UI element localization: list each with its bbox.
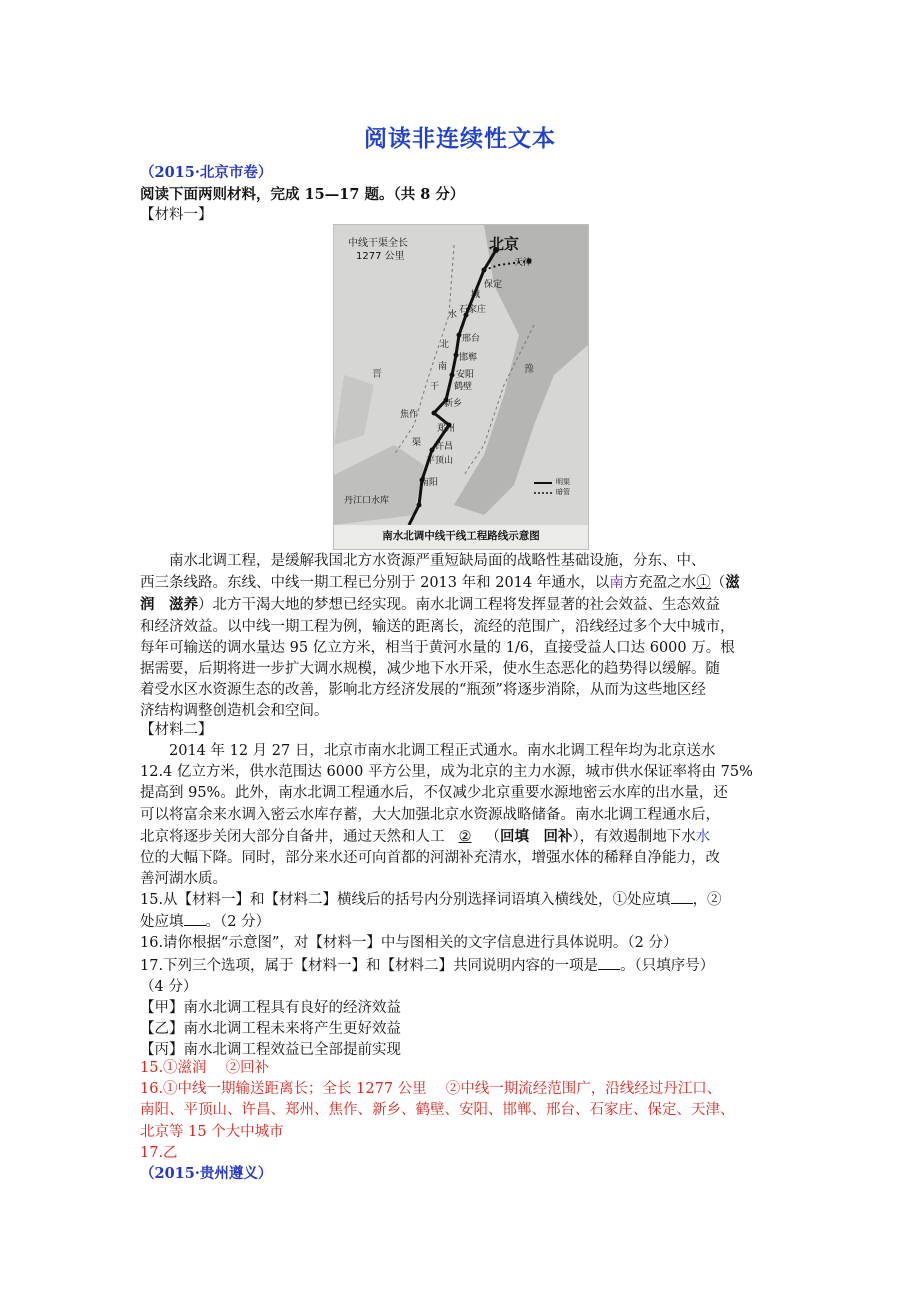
text-run: 水 (695, 828, 711, 845)
material1-line: 济结构调整创造机会和空间。 (140, 703, 329, 720)
text-run: 北京将逐步关闭大部分自备井，通过天然和人工 (140, 828, 445, 845)
question-15-cont (140, 911, 790, 933)
material2-line: 可以将富余来水调入密云水库存蓄，大大加强北京水资源战略储备。南水北调工程通水后， (140, 806, 720, 823)
option-bing: 【丙】南水北调工程效益已全部提前实现 (140, 1042, 401, 1059)
answers (140, 1058, 790, 1164)
answer-16: 16.①中线一期输送距离长；全长 1277 公里 ②中线一期流经范围广，沿线经过丹江口、 (140, 1081, 722, 1098)
material2-line: 2014 年 12 月 27 日，北京市南水北调工程正式通水。南水北调工程年均为北京送水 (169, 743, 716, 759)
text-run: ），有效遏制地下水 (572, 828, 696, 845)
material1-label: 【材料一】 (140, 207, 213, 223)
answer-16-cont: 北京等 15 个大中城市 (140, 1123, 284, 1140)
map-city-danjiangkou: 丹江口水库 (344, 496, 390, 506)
map-legend-canal: 明渠 (556, 478, 570, 486)
map-side-char: 水 (448, 310, 458, 320)
material1-line (140, 594, 790, 616)
text-run: 。（只填序号） (620, 957, 715, 974)
material1-line: 每年可输送的调水量达 95 亿立方米，相当于黄河水量的 1/6，直接受益人口达 6000 万。根 (140, 639, 735, 656)
material2-line: 位的大幅下降。同时，部分来水还可向首都的河湖补充清水，增强水体的稀释自净能力，改 (140, 850, 720, 867)
source-tag-2: （2015·贵州遵义） (140, 1165, 273, 1182)
text-run: ，② (692, 892, 722, 908)
map-side-char: 北 (440, 340, 450, 350)
material2-label: 【材料二】 (140, 722, 213, 738)
question-17-cont: （4 分） (140, 978, 198, 995)
map-caption: 南水北调中线干线工程路线示意图 (382, 530, 540, 542)
map-city-baoding: 保定 (484, 280, 503, 290)
answer-blank (671, 889, 693, 904)
answer-15: 15.①滋润 ②回补 (140, 1060, 270, 1076)
map-city-pingdingshan: 平顶山 (426, 456, 454, 466)
text-run: 南 (609, 575, 624, 592)
map-side-char: 干 (430, 382, 440, 392)
answer-16-cont: 南阳、平顶山、许昌、郑州、焦作、新乡、鹤壁、安阳、邯郸、邢台、石家庄、保定、天津、 (140, 1102, 735, 1119)
source-tag: （2015·北京市卷） (140, 164, 273, 181)
map-side-char: 南 (438, 362, 448, 372)
question-15 (140, 889, 790, 911)
instruction: 阅读下面两则材料，完成 15—17 题。（共 8 分） (140, 186, 465, 203)
map-city-anyang: 安阳 (456, 370, 475, 380)
map-city-handan: 邯郸 (459, 353, 478, 363)
route-map (333, 224, 589, 550)
material1-line: 南水北调工程，是缓解我国北方水资源严重短缺局面的战略性基础设施，分东、中、 (169, 553, 706, 569)
map-region-jin: 晋 (372, 369, 382, 380)
question-16: 16.请你根据“示意图”，对【材料一】中与图相关的文字信息进行具体说明。（2 分） (140, 935, 678, 952)
material2-paragraph (140, 741, 790, 890)
text-run: 方充盈之水 (623, 575, 697, 592)
question-17 (140, 955, 790, 977)
map-city-xinxiang: 新乡 (444, 399, 463, 409)
text-run: 15.从【材料一】和【材料二】横线后的括号内分别选择词语填入横线处，①处应填 (140, 892, 671, 908)
map-city-hebi: 鹤壁 (454, 382, 473, 392)
answer-17: 17.乙 (140, 1144, 178, 1161)
map-region-yu: 豫 (524, 364, 534, 375)
map-legend-pipe: 暗管 (556, 488, 570, 496)
map-city-beijing: 北京 (489, 235, 520, 253)
map-length-note: 中线干渠全长 (348, 238, 408, 249)
map-city-xuchang: 许昌 (435, 442, 454, 452)
page-title: 阅读非连续性文本 (364, 125, 556, 152)
text-run: （ (485, 828, 500, 845)
material2-line: 12.4 亿立方米，供水范围达 6000 平方公里，成为北京的主力水源，城市供水保证率将由 75% (140, 764, 753, 781)
answer-blank (598, 955, 620, 970)
option-jia: 【甲】南水北调工程具有良好的经济效益 (140, 1000, 401, 1017)
questions (140, 889, 790, 1062)
option-word: 润 滋养 (140, 596, 198, 614)
material1-line: 着受水区水资源生态的改善，影响北方经济发展的“瓶颈”将逐步消除，从而为这些地区经 (140, 682, 706, 699)
map-city-shijiazhuang: 石家庄 (459, 305, 487, 315)
map-city-nanyang: 南阳 (420, 478, 439, 488)
option-word: 回填 回补 (500, 827, 573, 845)
blank-marker-2: ② (458, 828, 472, 845)
option-word: 滋 (725, 574, 740, 592)
text-run: 。（2 分） (205, 914, 271, 931)
map-city-xingtai: 邢台 (462, 334, 481, 344)
material2-line: 善河湖水质。 (140, 871, 227, 888)
material2-line (140, 826, 790, 848)
text-run: （ (710, 575, 726, 592)
text-run: 西三条线路。东线、中线一期工程已分别于 2013 年和 2014 年通水，以 (140, 575, 610, 592)
map-length-value: 1277 公里 (356, 251, 405, 262)
text-run: 处应填 (140, 914, 184, 931)
material1-line: 和经济效益。以中线一期工程为例，输送的距离长，流经的范围广，沿线经过多个大中城市， (140, 618, 735, 635)
option-yi: 【乙】南水北调工程未来将产生更好效益 (140, 1021, 401, 1038)
map-city-tianjin: 天津 (514, 258, 533, 268)
answer-blank (184, 911, 206, 926)
blank-marker-1: ① (696, 575, 711, 592)
map-city-zhengzhou: 郑州 (437, 424, 456, 434)
material1-line: 据需要，后期将进一步扩大调水规模，减少地下水开采，使水生态恶化的趋势得以缓解。随 (140, 661, 720, 678)
text-run: ）北方干渴大地的梦想已经实现。南水北调工程将发挥显著的社会效益、生态效益 (198, 597, 720, 614)
map-city-jiaozuo: 焦作 (400, 410, 419, 420)
map-side-char: 渠 (412, 438, 422, 448)
material1-paragraph (140, 551, 790, 723)
text-run: 17.下列三个选项，属于【材料一】和【材料二】共同说明内容的一项是 (140, 957, 599, 974)
map-side-char: 城 (471, 290, 481, 300)
material2-line: 提高到 95%。此外，南水北调工程通水后，不仅减少北京重要水源地密云水库的出水量，还 (140, 785, 728, 802)
material1-line (140, 572, 790, 594)
